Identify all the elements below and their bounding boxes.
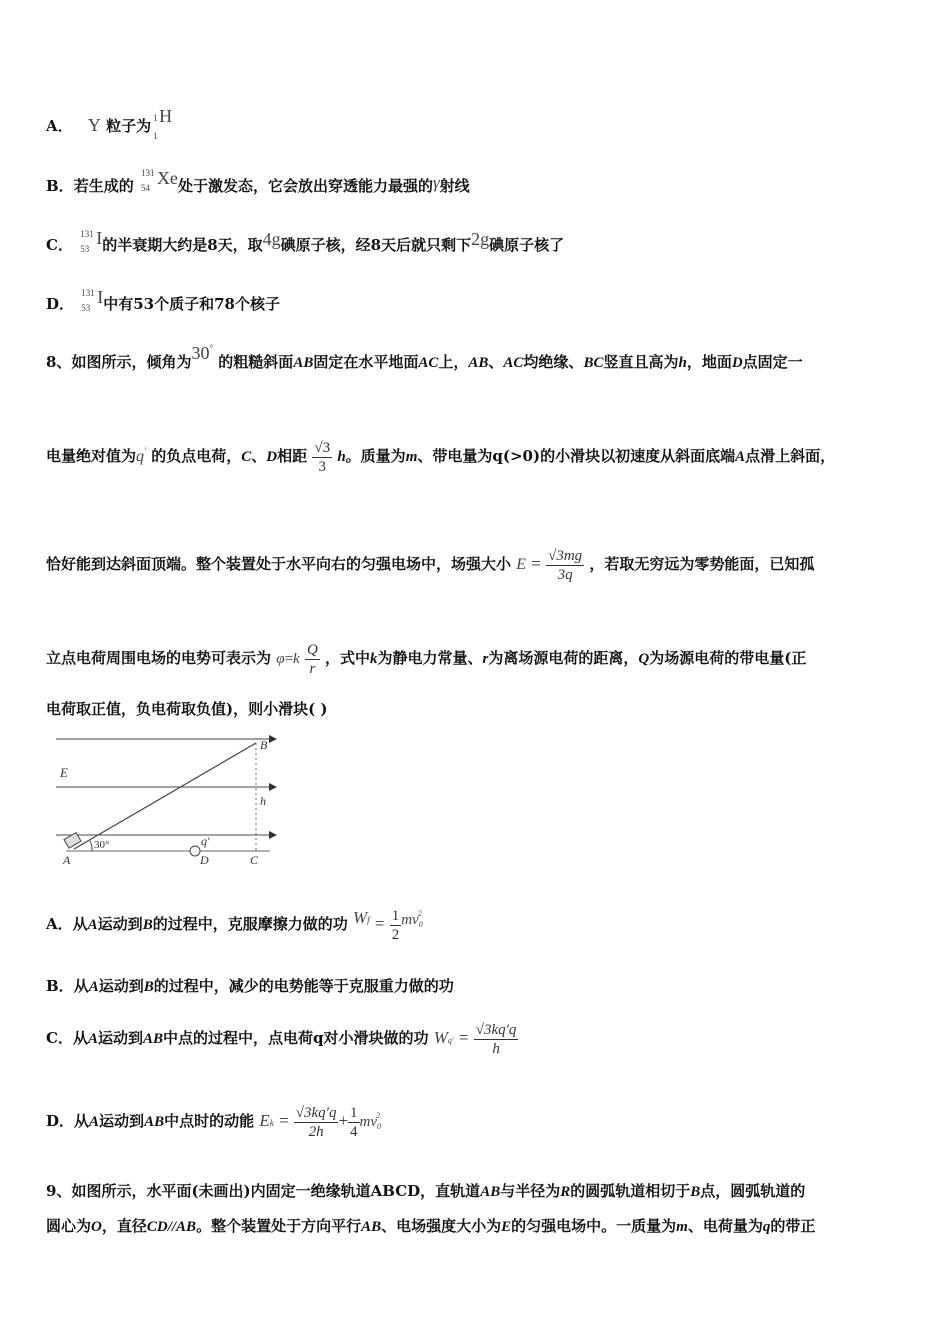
label-angle: 30°: [94, 839, 110, 851]
var: BC: [583, 355, 604, 371]
var-phi: φ: [276, 651, 285, 667]
text: 立点电荷周围电场的电势可表示为: [46, 649, 272, 667]
option-text-end: 射线: [439, 177, 470, 195]
var: A: [87, 1031, 98, 1047]
text: 点滑上斜面，: [745, 447, 836, 465]
text: 、带电量为: [417, 447, 493, 465]
var: m: [405, 449, 418, 465]
angle-arc: [90, 841, 92, 851]
var-k: k: [293, 651, 300, 667]
option-label: D．: [46, 295, 75, 313]
var: q: [762, 1219, 771, 1235]
label-b: B: [260, 738, 268, 752]
fraction-half: $\frac{1}{2}$: [391, 907, 400, 943]
text: 如图所示，倾角为: [71, 353, 192, 371]
text: 运动到: [97, 915, 143, 933]
q8-option-a: [46, 902, 427, 949]
var: A: [88, 979, 99, 995]
text: 从: [72, 915, 88, 933]
text: 上，: [438, 353, 469, 371]
text: 从: [73, 977, 89, 995]
q8-line-3: [46, 540, 814, 589]
var: O: [91, 1219, 102, 1235]
text: 电荷取正值，负电荷取负值)，则小滑块( ): [46, 700, 328, 718]
text: 电量绝对值为: [46, 447, 137, 465]
nuclide-i: 131 53 I: [80, 228, 103, 254]
option-label: C．: [46, 1029, 73, 1047]
option-label: A．: [46, 915, 73, 933]
text: ，直径: [101, 1217, 147, 1235]
text: 。质量为: [345, 447, 406, 465]
option-text-end: 碘原子核了: [489, 236, 565, 254]
var: AC: [418, 355, 439, 371]
plus: +: [338, 1111, 349, 1130]
label-e: E: [60, 765, 68, 780]
var: AB: [361, 1219, 382, 1235]
var-e: E: [516, 556, 527, 573]
fraction-field-strength: $\frac{√3mg}{3q}$: [548, 547, 583, 583]
text: 、电场强度大小为: [381, 1217, 502, 1235]
option-text: 中有53个质子和78个核子: [103, 295, 280, 313]
text: 的负点电荷，: [151, 447, 242, 465]
text: 竖直且高为: [603, 353, 679, 371]
text: 的小滑块以初速度从斜面底端: [540, 447, 736, 465]
text: ，若取无穷远为零势能面，已知孤: [589, 555, 815, 573]
var: A: [735, 449, 746, 465]
fraction-ek-1: $\frac{√3kq'q}{2h}$: [295, 1104, 337, 1140]
var: h: [337, 449, 346, 465]
mass-4g: 4g: [262, 229, 281, 249]
text: 恰好能到达斜面顶端。整个装置处于水平向右的匀强电场中，场强大小: [46, 555, 512, 573]
text: 相距: [277, 447, 308, 465]
q8-option-c: [46, 1014, 518, 1065]
kinetic-energy: Ek: [259, 1111, 274, 1130]
var: B: [142, 917, 153, 933]
label-h: h: [260, 794, 266, 808]
text: 的粗糙斜面: [218, 353, 294, 371]
gamma-symbol: γ: [432, 173, 440, 192]
q7-option-c: [46, 228, 565, 255]
q8-line-2: [46, 432, 835, 482]
var: AB: [293, 355, 314, 371]
q8-option-d: [46, 1097, 385, 1148]
particle-symbol: Y: [87, 115, 101, 135]
text: 的匀强电场中。一质量为: [511, 1217, 677, 1235]
q7-option-b: [46, 168, 470, 196]
label-a: A: [63, 853, 71, 867]
text: 圆心为: [46, 1217, 92, 1235]
q8-option-b: [46, 977, 454, 996]
equals: =: [458, 1028, 469, 1047]
work-friction: Wf: [352, 908, 370, 927]
nuclide-h: 1 1 H: [153, 106, 173, 141]
text: 点固定一: [742, 353, 803, 371]
var: A: [89, 1114, 100, 1130]
q8-line-5: [46, 700, 328, 718]
text: 的带正: [770, 1217, 816, 1235]
option-label: B．: [46, 177, 74, 195]
text: 与半径为: [500, 1182, 561, 1200]
var: D: [266, 449, 278, 465]
var: B: [690, 1184, 701, 1200]
option-label: B．: [46, 977, 74, 995]
equals: =: [284, 651, 294, 667]
fraction-quarter: $\frac{1}{4}$: [350, 1104, 358, 1140]
mass-2g: 2g: [471, 229, 490, 249]
text: q(>0): [492, 447, 541, 465]
var: A: [87, 917, 98, 933]
equals: =: [531, 554, 541, 573]
var: AC: [503, 355, 524, 371]
text: 从: [72, 1029, 88, 1047]
point-charge: [190, 846, 200, 856]
var: Q: [638, 651, 650, 667]
var: C: [241, 449, 252, 465]
incline-ab: [74, 743, 256, 849]
text: 固定在水平地面: [313, 353, 419, 371]
text: 、: [251, 447, 267, 465]
work-point-charge: Wq′: [433, 1028, 454, 1047]
text: 中点的过程中，点电荷q对小滑块做的功: [163, 1029, 429, 1047]
text: 运动到: [99, 1112, 145, 1130]
option-text-mid: 碘原子核，经8天后就只剩下: [280, 236, 472, 254]
equals: =: [374, 914, 385, 933]
question-number: 9、: [46, 1182, 72, 1200]
mv0-squared: $mv_0^2$: [359, 1111, 382, 1131]
text: ，式中: [325, 649, 371, 667]
fraction-work: $\frac{√3kq'q}{h}$: [475, 1021, 517, 1057]
var: CD//AB: [146, 1219, 197, 1235]
text: 的过程中，减少的电势能等于克服重力做的功: [153, 977, 454, 995]
option-text: 的半衰期大约是8天，取: [102, 236, 263, 254]
angle-30: 30°: [191, 343, 214, 363]
text: 。整个装置处于方向平行: [196, 1217, 362, 1235]
q9-line-1: [46, 1182, 805, 1201]
incline-figure: [52, 733, 292, 873]
var: AB: [144, 1114, 165, 1130]
option-label: D．: [46, 1112, 75, 1130]
q9-line-2: [46, 1217, 815, 1236]
label-d: D: [200, 853, 209, 867]
q8-line-1: [46, 343, 803, 373]
var: R: [560, 1184, 571, 1200]
text: 如图所示，水平面(未画出)内固定一绝缘轨道ABCD，直轨道: [71, 1182, 481, 1200]
text: 运动到: [97, 1029, 143, 1047]
q7-option-a: [46, 106, 173, 141]
mv0-squared: $mv_0^2$: [401, 909, 423, 929]
var: h: [678, 355, 687, 371]
fraction-q-over-r: $\frac{Q}{r}$: [306, 641, 318, 677]
option-text: 粒子为: [106, 117, 152, 135]
var: AB: [143, 1031, 164, 1047]
question-number: 8、: [46, 353, 72, 371]
label-c: C: [250, 853, 259, 867]
q7-option-d: [46, 287, 280, 314]
text: 为场源电荷的带电量(正: [649, 649, 807, 667]
option-label: A．: [46, 117, 73, 135]
text: 从: [74, 1112, 90, 1130]
text: 的圆弧轨道相切于: [570, 1182, 691, 1200]
text: 点，圆弧轨道的: [700, 1182, 806, 1200]
text: ，地面: [686, 353, 732, 371]
var: E: [501, 1219, 512, 1235]
var: m: [676, 1219, 688, 1235]
text: 为静电力常量、: [377, 649, 483, 667]
equals: =: [278, 1111, 289, 1130]
option-text: 若生成的: [73, 177, 134, 195]
nuclide-xe: 131 54 Xe: [140, 168, 178, 193]
var: B: [143, 979, 154, 995]
var: k: [370, 651, 378, 667]
nuclide-i: 131 53 I: [81, 287, 104, 313]
var: D: [731, 355, 743, 371]
charge-q-prime: q′: [136, 446, 146, 465]
var: AB: [480, 1184, 501, 1200]
text: 、电荷量为: [687, 1217, 763, 1235]
var: AB: [468, 355, 489, 371]
q8-line-4: [46, 634, 806, 683]
text: 均绝缘、: [523, 353, 584, 371]
text: 运动到: [98, 977, 144, 995]
text: 中点时的动能: [164, 1112, 255, 1130]
var: r: [482, 651, 489, 667]
text: 、: [488, 353, 504, 371]
option-text-mid: 处于激发态，它会放出穿透能力最强的: [177, 177, 433, 195]
option-label: C．: [46, 236, 73, 254]
text: 为离场源电荷的距离，: [488, 649, 639, 667]
fraction-sqrt3-over-3: $\frac{√3}{3}$: [314, 439, 331, 475]
label-q-prime: q′: [201, 834, 210, 848]
text: 的过程中，克服摩擦力做的功: [152, 915, 348, 933]
